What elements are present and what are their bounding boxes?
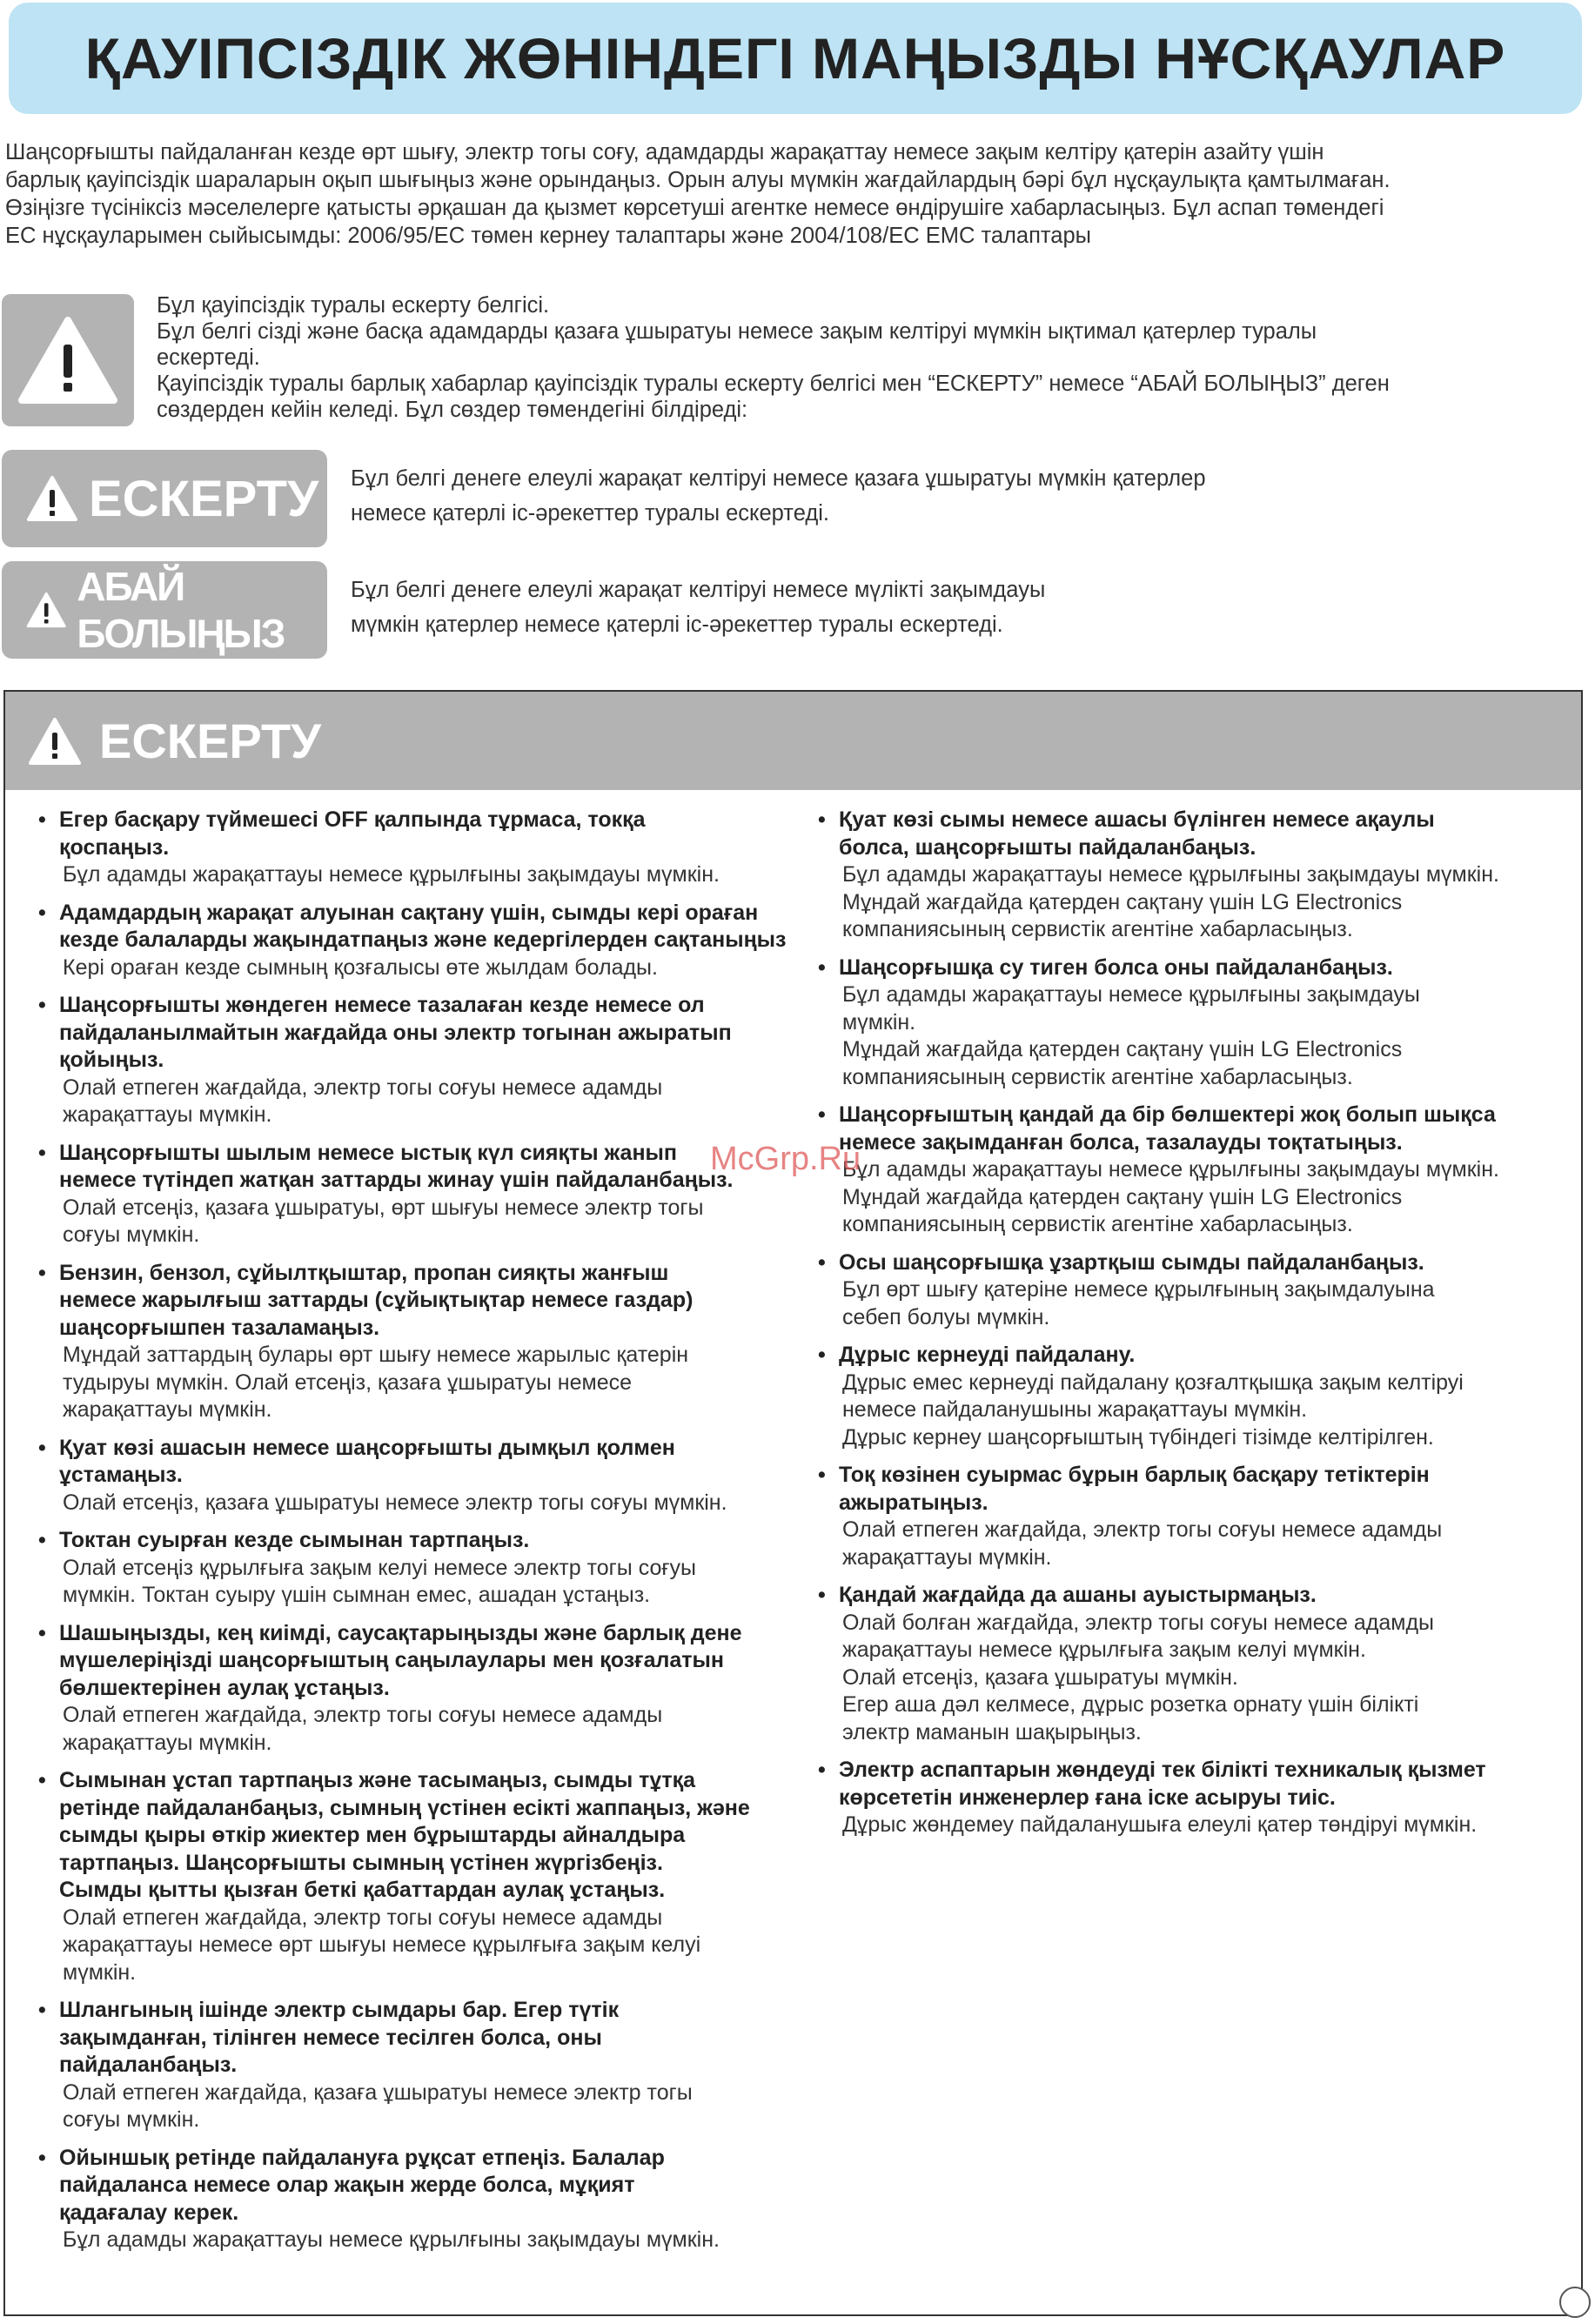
warning-triangle-icon <box>26 586 66 633</box>
warning-item-text: мүмкін. <box>842 1009 916 1035</box>
intro-paragraph <box>5 138 1572 250</box>
warning-item <box>37 900 811 982</box>
warning-item <box>816 1462 1582 1571</box>
warning-item-text: Олай етпеген жағдайда, электр тогы соғуы немесе адамды <box>63 1075 663 1100</box>
warning-label: ЕСКЕРТУ <box>89 470 319 527</box>
intro-line: Өзіңізге түсініксіз мәселелерге қатысты әрқашан да қызмет көрсетуші агентке немесе өндірушіге хабарласыңыз. Бұл аспап төмендегі <box>5 196 1384 220</box>
warning-item-heading: бөлшектерінен аулақ ұстаңыз. <box>59 1675 390 1700</box>
warning-item-text: немесе пайдаланушыны жарақаттауы мүмкін. <box>842 1397 1308 1422</box>
warning-item-heading: • Қандай жағдайда да ашаны ауыстырмаңыз. <box>839 1583 1317 1607</box>
warning-item-text: тудыруы мүмкін. Олай етсеңіз, қазаға ұшыратуы немесе <box>63 1370 633 1395</box>
warning-item <box>816 954 1582 1092</box>
warning-item-heading: сымды қыры өткір жиектер мен бұрыштарды айналдыра <box>59 1823 686 1847</box>
symbol-line: Бұл белгі сізді және басқа адамдарды қазаға ұшыратуы немесе зақым келтіруі мүмкін ықтимал қатерлер туралы <box>157 319 1317 344</box>
warning-item-heading: • Қуат көзі сымы немесе ашасы бүлінген немесе ақаулы <box>839 807 1435 832</box>
warning-label-badge <box>2 450 327 547</box>
warning-item-heading: кезде балаларды жақындатпаңыз және кедергілерден сақтаныңыз <box>59 928 787 952</box>
warning-item-text: Олай етпеген жағдайда, электр тогы соғуы немесе адамды <box>842 1517 1443 1542</box>
warning-item-text: Олай етпеген жағдайда, электр тогы соғуы немесе адамды <box>63 1703 663 1727</box>
warning-item-heading: зақымданған, тілінген немесе тесілген болса, оны <box>59 2025 602 2050</box>
warning-item-heading: немесе жарылғыш заттарды (сұйықтықтар немесе газдар) <box>59 1288 694 1312</box>
warning-desc-line: Бұл белгі денеге елеулі жарақат келтіруі немесе қазаға ұшыратуы мүмкін қатерлер <box>351 466 1206 491</box>
warning-item-heading: • Шашыңызды, кең киімді, саусақтарыңызды және барлық дене <box>59 1620 742 1645</box>
page-title: ҚАУІПСІЗДІК ЖӨНІНДЕГІ МАҢЫЗДЫ НҰСҚАУЛАР <box>84 26 1506 90</box>
warning-item-text: Олай етпеген жағдайда, қазаға ұшыратуы немесе электр тогы <box>63 2080 693 2105</box>
warning-item-text: Олай болған жағдайда, электр тогы соғуы немесе адамды <box>842 1610 1435 1635</box>
warning-item-text: компаниясының сервистік агентіне хабарласыңыз. <box>842 917 1353 941</box>
warning-item-heading: • Шаңсорғышты шылым немесе ыстық күл сияқты жанып <box>59 1140 678 1165</box>
warning-item <box>37 1140 811 1249</box>
warning-item <box>37 807 811 889</box>
warning-item <box>816 1757 1582 1839</box>
symbol-line: ескертеді. <box>157 345 260 370</box>
warning-item-heading: немесе зақымданған болса, тазалауды тоқтатыңыз. <box>839 1129 1403 1155</box>
symbol-line: Бұл қауіпсіздік туралы ескерту белгісі. <box>157 293 550 318</box>
warning-item-text: компаниясының сервистік агентіне хабарласыңыз. <box>842 1064 1353 1089</box>
warning-item <box>816 1342 1582 1451</box>
warning-item-text: Олай етсеңіз, қазаға ұшыратуы мүмкін. <box>842 1664 1238 1690</box>
warning-panel-header <box>5 692 1581 790</box>
warning-item-heading: • Адамдардың жарақат алуынан сақтану үшін, сымды кері ораған <box>59 900 759 925</box>
warning-item-heading: • Шаңсорғыштың қандай да бір бөлшектері жоқ болып шықса <box>839 1102 1496 1127</box>
warning-item-text: электр маманын шақырыңыз. <box>842 1719 1142 1745</box>
warning-item <box>816 1582 1582 1746</box>
warning-item-heading: • Бензин, бензол, сұйылтқыштар, пропан сияқты жанғыш <box>59 1260 669 1285</box>
warning-item-heading: шаңсорғышпен тазаламаңыз. <box>59 1315 380 1340</box>
warning-item-heading: пайдаланса немесе олар жақын жерде болса, мұқият <box>59 2173 635 2197</box>
caution-description <box>351 573 1395 642</box>
warning-panel-title: ЕСКЕРТУ <box>99 713 321 768</box>
warning-item-heading: • Токтан суырған кезде сымынан тартпаңыз. <box>59 1528 530 1552</box>
warning-item-heading: • Шаңсорғышты жөндеген немесе тазалаған кезде немесе ол <box>59 993 705 1017</box>
warning-description <box>351 461 1395 531</box>
safety-alert-symbol <box>2 294 134 426</box>
warning-item-text: жарақаттауы мүмкін. <box>63 1397 272 1422</box>
warning-item-heading: немесе түтіндеп жатқан заттарды жинау үшін пайдаланбаңыз. <box>59 1168 734 1192</box>
warning-item <box>37 1260 811 1424</box>
warning-item-text: Олай етсеңіз, қазаға ұшыратуы немесе электр тогы соғуы мүмкін. <box>63 1490 727 1515</box>
warning-item-text: Егер аша дәл келмесе, дұрыс розетка орнату үшін білікті <box>842 1692 1419 1717</box>
warning-desc-line: немесе қатерлі іс-әрекеттер туралы ескертеді. <box>351 501 829 526</box>
watermark: McGrp.Ru <box>710 1141 861 1177</box>
warning-item <box>37 1767 811 1986</box>
warning-item-text: мүмкін. <box>63 1959 137 1985</box>
warning-item-text: жарақаттауы мүмкін. <box>63 1730 272 1755</box>
warning-item-text: Олай етсеңіз құрылғыға зақым келуі немесе электр тогы соғуы <box>63 1555 696 1580</box>
warning-item-text: жарақаттауы мүмкін. <box>63 1102 272 1127</box>
warning-item-text: Бұл адамды жарақаттауы немесе құрылғыны зақымдауы <box>842 982 1420 1007</box>
warning-item-heading: Сымды қытты қызған беткі қабаттардан аулақ ұстаңыз. <box>59 1878 666 1902</box>
warning-item-text: мүмкін. Токтан суыру үшін сымнан емес, ашадан ұстаңыз. <box>63 1583 651 1607</box>
warning-item-text: Дұрыс жөндемеу пайдаланушыға елеулі қатер төндіруі мүмкін. <box>842 1812 1478 1837</box>
warning-item-text: соғуы мүмкін. <box>63 1222 200 1247</box>
warning-item-text: Олай етпеген жағдайда, электр тогы соғуы немесе адамды <box>63 1905 663 1930</box>
warning-item-heading: тартпаңыз. Шаңсорғышты сымның үстінен жүргізбеңіз. <box>59 1850 663 1875</box>
warning-item-heading: ұстамаңыз. <box>59 1463 183 1487</box>
warning-item-text: соғуы мүмкін. <box>63 2107 200 2132</box>
intro-line: барлық қауіпсіздік шараларын оқып шығыңыз және орындаңыз. Орын алуы мүмкін жағдайлардың бәрі бұл нұсқаулықта қамтылмаған. <box>5 168 1391 192</box>
warning-item-heading: • Тоқ көзінен суырмас бұрын барлық басқару тетіктерін <box>839 1463 1430 1487</box>
warning-item <box>37 1997 811 2134</box>
warning-triangle-icon <box>28 717 82 766</box>
warning-item-heading: қадағалау керек. <box>59 2200 239 2225</box>
symbol-line: сөздерден кейін келеді. Бұл сөздер төмендегіні білдіреді: <box>157 398 748 422</box>
warning-item-text: Бұл адамды жарақаттауы немесе құрылғыны зақымдауы мүмкін. <box>63 2227 720 2252</box>
warning-item-heading: • Шаңсорғышқа су тиген болса оны пайдаланбаңыз. <box>839 954 1393 980</box>
warning-item-heading: • Сымынан ұстап тартпаңыз және тасымаңыз, сымды тұтқа <box>59 1768 695 1792</box>
warning-item-heading: болса, шаңсорғышты пайдаланбаңыз. <box>839 834 1257 860</box>
warning-item-heading: көрсететін инженерлер ғана іске асыруы тиіс. <box>839 1785 1336 1810</box>
warning-item-text: Бұл өрт шығу қатеріне немесе құрылғының зақымдалуына <box>842 1277 1435 1302</box>
warning-item-heading: • Ойыншық ретінде пайдалануға рұқсат етпеңіз. Балалар <box>59 2145 665 2170</box>
warning-item <box>37 2145 811 2254</box>
warning-item-text: жарақаттауы немесе өрт шығуы немесе құрылғыға зақым келуі <box>63 1932 701 1957</box>
caution-label-badge <box>2 561 327 659</box>
symbol-line: Қауіпсіздік туралы барлық хабарлар қауіпсіздік туралы ескерту белгісі мен “ЕСКЕРТУ” немесе “АБАЙ БОЛЫҢЫЗ” деген <box>157 372 1390 396</box>
warning-item-text: Дұрыс кернеу шаңсорғыштың түбіндегі тізімде келтірілген. <box>842 1424 1434 1450</box>
warning-item-heading: • Қуат көзі ашасын немесе шаңсорғышты дымқыл қолмен <box>59 1435 675 1460</box>
warning-item <box>37 992 811 1129</box>
warning-item-heading: қоспаңыз. <box>59 834 170 860</box>
warning-item <box>816 807 1582 944</box>
warning-item-text: Мұндай заттардың булары өрт шығу немесе жарылыс қатерін <box>63 1343 689 1367</box>
caution-desc-line: мүмкін қатерлер немесе қатерлі іс-әрекеттер туралы ескертеді. <box>351 613 1003 637</box>
warning-triangle-icon <box>17 315 119 405</box>
warning-item-text: Мұндай жағдайда қатерден сақтану үшін LG Electronics <box>842 1037 1403 1062</box>
warning-item <box>816 1102 1582 1239</box>
warning-list-left <box>37 807 811 2265</box>
warning-item-heading: • Дұрыс кернеуді пайдалану. <box>839 1343 1136 1367</box>
warning-item-text: жарақаттауы мүмкін. <box>842 1544 1052 1570</box>
warning-item-text: компаниясының сервистік агентіне хабарласыңыз. <box>842 1212 1353 1236</box>
warning-item <box>37 1620 811 1758</box>
intro-line: ЕС нұсқауларымен сыйысымды: 2006/95/ЕС төмен кернеу талаптары және 2004/108/ЕС ЕМС талаптары <box>5 224 1091 248</box>
caution-desc-line: Бұл белгі денеге елеулі жарақат келтіруі немесе мүлікті зақымдауы <box>351 578 1046 602</box>
caution-label: АБАЙ БОЛЫҢЫЗ <box>77 564 285 656</box>
warning-item-heading: • Шлангының ішінде электр сымдары бар. Егер түтік <box>59 1998 620 2022</box>
warning-item-heading: ретінде пайдаланбаңыз, сымның үстінен есікті жаппаңыз, және <box>59 1795 750 1820</box>
warning-panel <box>3 690 1583 2316</box>
warning-item-text: жарақаттауы немесе құрылғыға зақым келуі мүмкін. <box>842 1638 1366 1662</box>
intro-line: Шаңсорғышты пайдаланған кезде өрт шығу, электр тогы соғу, адамдарды жарақаттау немесе зақым келтіру қатерін азайту үшін <box>5 140 1324 164</box>
warning-item-heading: пайдаланылмайтын жағдайда оны электр тогынан ажыратып <box>59 1020 732 1045</box>
warning-item-text: Бұл адамды жарақаттауы немесе құрылғыны зақымдауы мүмкін. <box>842 862 1499 887</box>
warning-item <box>37 1527 811 1610</box>
warning-item <box>37 1435 811 1517</box>
warning-item-text: Олай етсеңіз, қазаға ұшыратуы, өрт шығуы немесе электр тогы <box>63 1195 704 1220</box>
warning-list-right <box>816 807 1582 1850</box>
warning-item-text: Мұндай жағдайда қатерден сақтану үшін LG Electronics <box>842 1184 1403 1209</box>
warning-triangle-icon <box>26 475 78 522</box>
warning-item-text: Бұл адамды жарақаттауы немесе құрылғыны зақымдауы мүмкін. <box>842 1157 1499 1182</box>
title-banner <box>9 3 1582 114</box>
warning-item-heading: ажыратыңыз. <box>839 1490 988 1515</box>
warning-item-text: Дұрыс емес кернеуді пайдалану қозғалтқышқа зақым келтіруі <box>842 1370 1464 1395</box>
warning-item-text: себеп болуы мүмкін. <box>842 1304 1050 1329</box>
page-circle-icon <box>1559 2287 1591 2318</box>
symbol-explanation <box>157 292 1549 423</box>
warning-item-text: Кері ораған кезде сымның қозғалысы өте жылдам болады. <box>63 954 658 980</box>
warning-item-text: Мұндай жағдайда қатерден сақтану үшін LG Electronics <box>842 889 1403 914</box>
warning-item <box>816 1249 1582 1332</box>
warning-item-heading: • Электр аспаптарын жөндеуді тек білікті техникалық қызмет <box>839 1758 1486 1782</box>
warning-item-heading: мүшелеріңізді шаңсорғыштың саңылаулары мен қозғалатын <box>59 1648 724 1672</box>
warning-item-text: Бұл адамды жарақаттауы немесе құрылғыны зақымдауы мүмкін. <box>63 862 720 887</box>
warning-item-heading: • Осы шаңсорғышқа ұзартқыш сымды пайдаланбаңыз. <box>839 1249 1424 1275</box>
warning-item-heading: қойыңыз. <box>59 1048 164 1072</box>
warning-item-heading: • Егер басқару түймешесі OFF қалпында тұрмаса, токқа <box>59 807 646 832</box>
warning-item-heading: пайдаланбаңыз. <box>59 2053 238 2077</box>
